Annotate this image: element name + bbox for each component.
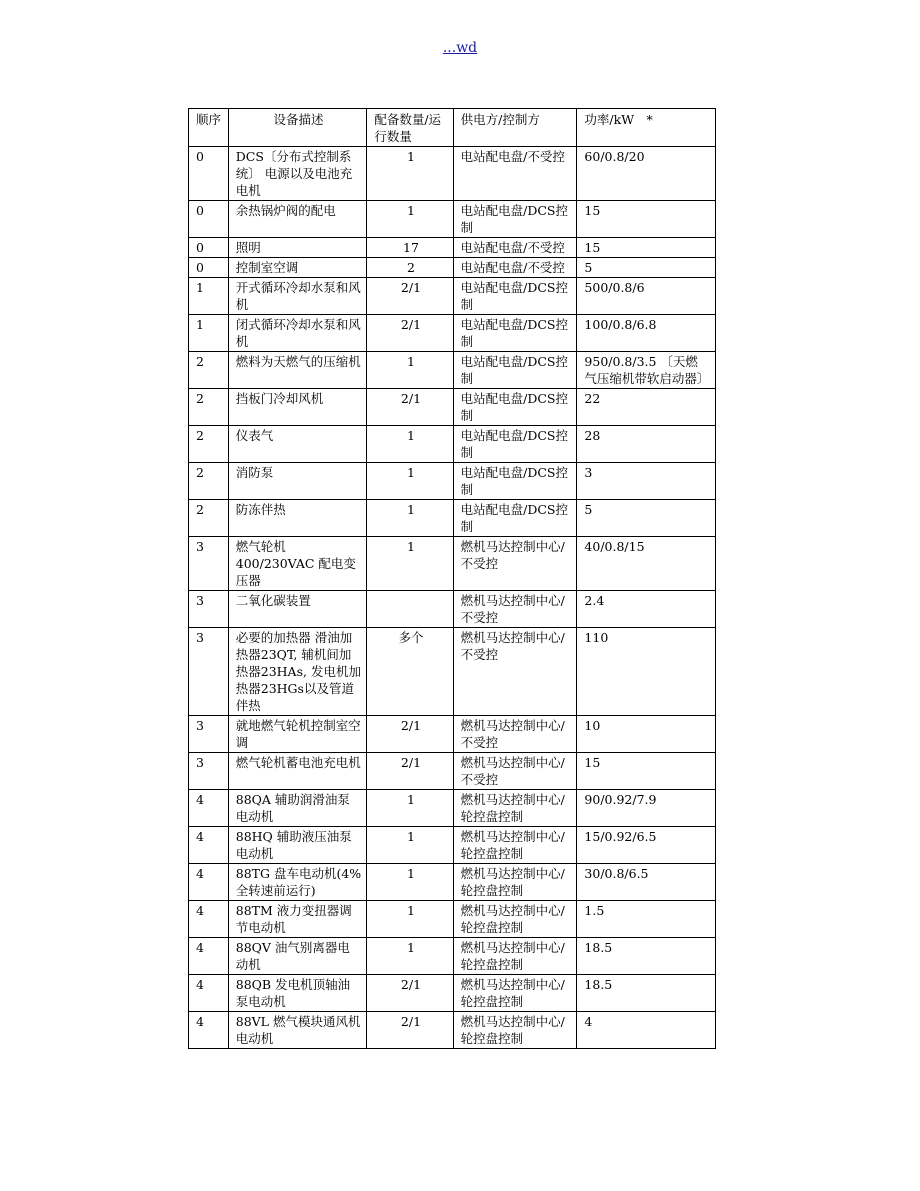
cell-power: 90/0.92/7.9	[577, 790, 716, 827]
cell-order: 4	[189, 975, 229, 1012]
header-supply-control: 供电方/控制方	[453, 109, 577, 147]
cell-order: 4	[189, 938, 229, 975]
cell-power: 5	[577, 500, 716, 537]
table-row	[189, 864, 716, 901]
cell-supply-control: 燃机马达控制中心/不受控	[453, 753, 577, 790]
cell-supply-control: 燃机马达控制中心/轮控盘控制	[453, 938, 577, 975]
cell-supply-control: 电站配电盘/不受控	[453, 238, 577, 258]
equipment-table	[188, 108, 716, 1049]
cell-order: 3	[189, 537, 229, 591]
cell-quantity: 2/1	[367, 975, 453, 1012]
cell-description: 88QB 发电机顶轴油泵电动机	[228, 975, 367, 1012]
cell-supply-control: 电站配电盘/DCS控制	[453, 426, 577, 463]
table-row	[189, 901, 716, 938]
cell-power: 28	[577, 426, 716, 463]
table-row	[189, 716, 716, 753]
cell-supply-control: 燃机马达控制中心/轮控盘控制	[453, 901, 577, 938]
cell-quantity: 1	[367, 827, 453, 864]
cell-supply-control: 电站配电盘/DCS控制	[453, 278, 577, 315]
cell-description: 挡板门冷却风机	[228, 389, 367, 426]
cell-supply-control: 电站配电盘/DCS控制	[453, 463, 577, 500]
table-row	[189, 426, 716, 463]
cell-quantity: 2	[367, 258, 453, 278]
cell-supply-control: 电站配电盘/不受控	[453, 147, 577, 201]
cell-power: 110	[577, 628, 716, 716]
header-power: 功率/kW *	[577, 109, 716, 147]
table-row	[189, 591, 716, 628]
cell-supply-control: 燃机马达控制中心/轮控盘控制	[453, 864, 577, 901]
cell-order: 1	[189, 315, 229, 352]
cell-quantity: 2/1	[367, 1012, 453, 1049]
cell-order: 1	[189, 278, 229, 315]
cell-quantity: 1	[367, 463, 453, 500]
cell-description: 余热锅炉阀的配电	[228, 201, 367, 238]
cell-power: 60/0.8/20	[577, 147, 716, 201]
cell-supply-control: 燃机马达控制中心/不受控	[453, 628, 577, 716]
cell-description: 88TM 液力变扭器调节电动机	[228, 901, 367, 938]
cell-supply-control: 燃机马达控制中心/轮控盘控制	[453, 827, 577, 864]
table-row	[189, 315, 716, 352]
cell-power: 100/0.8/6.8	[577, 315, 716, 352]
cell-order: 4	[189, 901, 229, 938]
table-row	[189, 500, 716, 537]
cell-supply-control: 电站配电盘/DCS控制	[453, 201, 577, 238]
cell-supply-control: 电站配电盘/DCS控制	[453, 352, 577, 389]
cell-order: 0	[189, 147, 229, 201]
cell-quantity: 2/1	[367, 278, 453, 315]
cell-power: 500/0.8/6	[577, 278, 716, 315]
table-row	[189, 790, 716, 827]
cell-quantity: 1	[367, 352, 453, 389]
header-description: 设备描述	[228, 109, 367, 147]
cell-power: 3	[577, 463, 716, 500]
cell-power: 22	[577, 389, 716, 426]
cell-description: 开式循环冷却水泵和风机	[228, 278, 367, 315]
cell-supply-control: 燃机马达控制中心/不受控	[453, 537, 577, 591]
table-row	[189, 463, 716, 500]
cell-description: 88QA 辅助润滑油泵电动机	[228, 790, 367, 827]
cell-quantity: 1	[367, 901, 453, 938]
page-header	[0, 40, 920, 56]
table-row	[189, 258, 716, 278]
cell-quantity: 多个	[367, 628, 453, 716]
cell-supply-control: 燃机马达控制中心/不受控	[453, 591, 577, 628]
table-row	[189, 1012, 716, 1049]
cell-power: 4	[577, 1012, 716, 1049]
cell-description: 88TG 盘车电动机(4% 全转速前运行)	[228, 864, 367, 901]
cell-order: 3	[189, 753, 229, 790]
cell-description: 照明	[228, 238, 367, 258]
cell-power: 18.5	[577, 975, 716, 1012]
cell-description: DCS〔分布式控制系统〕 电源以及电池充电机	[228, 147, 367, 201]
cell-order: 2	[189, 463, 229, 500]
table-row	[189, 389, 716, 426]
table-row	[189, 628, 716, 716]
cell-power: 15/0.92/6.5	[577, 827, 716, 864]
cell-quantity: 1	[367, 938, 453, 975]
cell-description: 防冻伴热	[228, 500, 367, 537]
cell-order: 3	[189, 716, 229, 753]
header-quantity: 配备数量/运行数量	[367, 109, 453, 147]
table-row	[189, 147, 716, 201]
cell-power: 950/0.8/3.5 〔天燃气压缩机带软启动器〕	[577, 352, 716, 389]
cell-description: 二氧化碳装置	[228, 591, 367, 628]
cell-order: 4	[189, 864, 229, 901]
cell-supply-control: 燃机马达控制中心/轮控盘控制	[453, 975, 577, 1012]
cell-description: 仪表气	[228, 426, 367, 463]
cell-quantity: 2/1	[367, 753, 453, 790]
cell-quantity: 2/1	[367, 716, 453, 753]
cell-order: 2	[189, 500, 229, 537]
cell-power: 2.4	[577, 591, 716, 628]
table-row	[189, 753, 716, 790]
cell-description: 88HQ 辅助液压油泵电动机	[228, 827, 367, 864]
cell-description: 就地燃气轮机控制室空调	[228, 716, 367, 753]
cell-quantity: 2/1	[367, 315, 453, 352]
table-row	[189, 537, 716, 591]
cell-order: 4	[189, 790, 229, 827]
header-order: 顺序	[189, 109, 229, 147]
cell-power: 1.5	[577, 901, 716, 938]
cell-order: 3	[189, 628, 229, 716]
cell-supply-control: 燃机马达控制中心/不受控	[453, 716, 577, 753]
table-row	[189, 201, 716, 238]
cell-quantity: 1	[367, 500, 453, 537]
cell-description: 必要的加热器 滑油加热器23QT, 辅机间加热器23HAs, 发电机加热器23HGs以及管道伴热	[228, 628, 367, 716]
cell-order: 0	[189, 258, 229, 278]
cell-order: 4	[189, 1012, 229, 1049]
cell-order: 0	[189, 201, 229, 238]
table-row	[189, 827, 716, 864]
table-row	[189, 938, 716, 975]
cell-quantity: 2/1	[367, 389, 453, 426]
cell-description: 消防泵	[228, 463, 367, 500]
cell-description: 控制室空调	[228, 258, 367, 278]
cell-order: 0	[189, 238, 229, 258]
table-row	[189, 238, 716, 258]
cell-quantity: 1	[367, 537, 453, 591]
cell-description: 燃料为天燃气的压缩机	[228, 352, 367, 389]
cell-quantity: 1	[367, 426, 453, 463]
cell-power: 40/0.8/15	[577, 537, 716, 591]
cell-quantity: 1	[367, 864, 453, 901]
cell-description: 闭式循环冷却水泵和风机	[228, 315, 367, 352]
cell-order: 2	[189, 389, 229, 426]
cell-order: 3	[189, 591, 229, 628]
cell-quantity: 1	[367, 790, 453, 827]
cell-description: 88VL 燃气模块通风机电动机	[228, 1012, 367, 1049]
cell-power: 15	[577, 753, 716, 790]
cell-description: 88QV 油气别离器电动机	[228, 938, 367, 975]
cell-supply-control: 燃机马达控制中心/轮控盘控制	[453, 790, 577, 827]
cell-power: 5	[577, 258, 716, 278]
cell-power: 15	[577, 201, 716, 238]
cell-quantity: 1	[367, 201, 453, 238]
cell-supply-control: 燃机马达控制中心/轮控盘控制	[453, 1012, 577, 1049]
cell-quantity	[367, 591, 453, 628]
cell-order: 4	[189, 827, 229, 864]
cell-order: 2	[189, 352, 229, 389]
cell-description: 燃气轮机400/230VAC 配电变压器	[228, 537, 367, 591]
cell-supply-control: 电站配电盘/DCS控制	[453, 389, 577, 426]
cell-supply-control: 电站配电盘/不受控	[453, 258, 577, 278]
cell-power: 15	[577, 238, 716, 258]
cell-power: 18.5	[577, 938, 716, 975]
cell-description: 燃气轮机蓄电池充电机	[228, 753, 367, 790]
table-header-row	[189, 109, 716, 147]
table-row	[189, 975, 716, 1012]
header-link[interactable]: ...wd	[442, 40, 478, 56]
cell-quantity: 1	[367, 147, 453, 201]
table-row	[189, 278, 716, 315]
cell-power: 10	[577, 716, 716, 753]
cell-power: 30/0.8/6.5	[577, 864, 716, 901]
cell-supply-control: 电站配电盘/DCS控制	[453, 500, 577, 537]
cell-quantity: 17	[367, 238, 453, 258]
cell-supply-control: 电站配电盘/DCS控制	[453, 315, 577, 352]
cell-order: 2	[189, 426, 229, 463]
table-row	[189, 352, 716, 389]
